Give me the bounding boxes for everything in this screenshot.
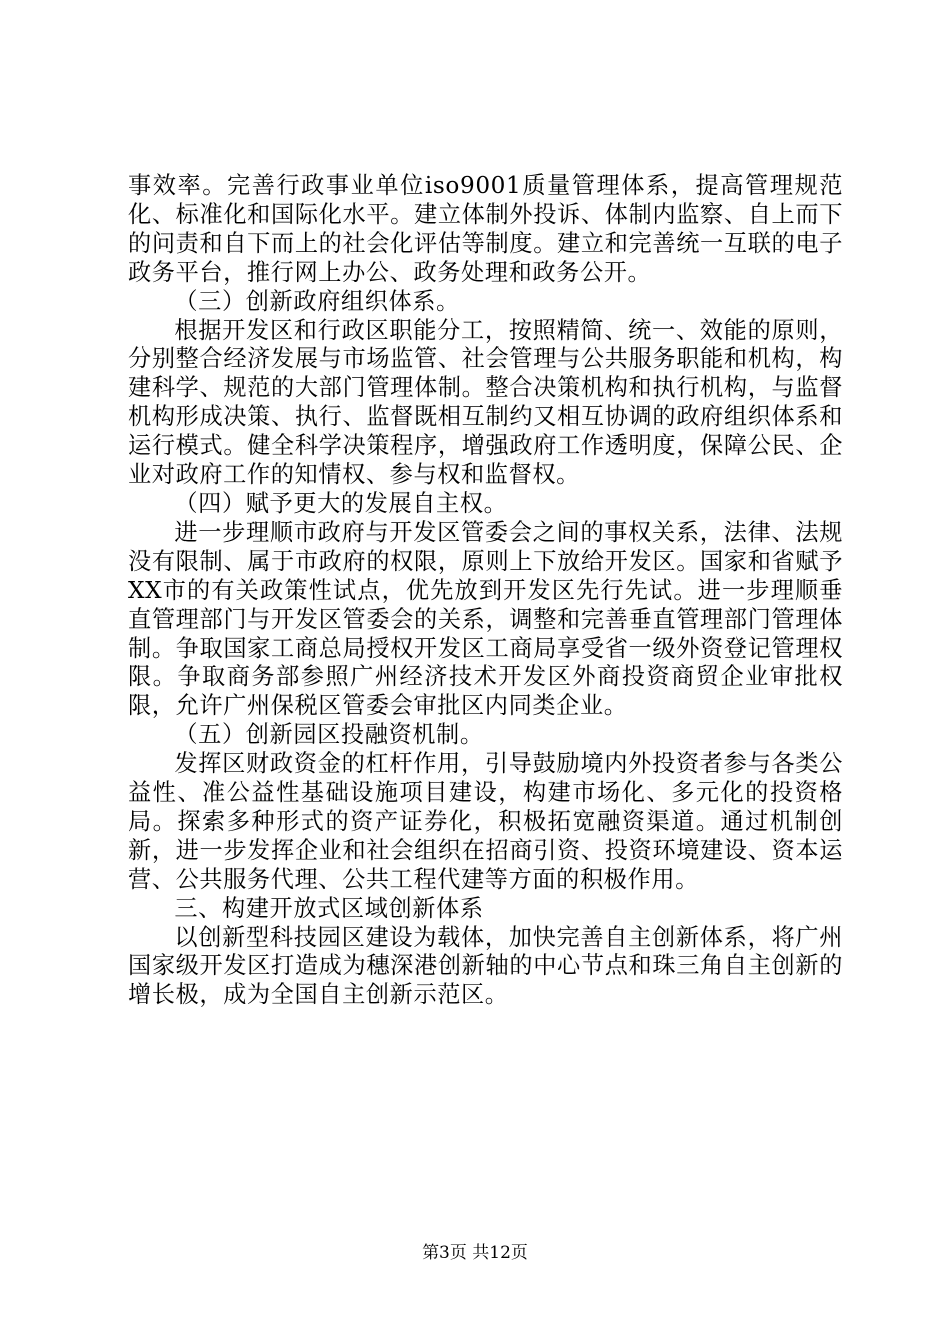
page-footer <box>0 1242 950 1264</box>
section-heading-3: （三）创新政府组织体系。 <box>174 287 460 315</box>
paragraph-organization: 根据开发区和行政区职能分工，按照精简、统一、效能的原则，分别整合经济发展与市场监管、社会管理与公共服务职能和机构，构建科学、规范的大部门管理体制。整合决策机构和执行机构，与监督机构形成决策、执行、监督既相互制约又相互协调的政府组织体系和运行模式。健全科学决策程序，增强政府工作透明度，保障公民、企业对政府工作的知情权、参与权和监督权。 <box>128 316 843 489</box>
paragraph-financing: 发挥区财政资金的杠杆作用，引导鼓励境内外投资者参与各类公益性、准公益性基础设施项目建设，构建市场化、多元化的投资格局。探索多种形式的资产证券化，积极拓宽融资渠道。通过机制创新，进一步发挥企业和社会组织在招商引资、投资环境建设、资本运营、公共服务代理、公共工程代建等方面的积极作用。 <box>128 750 843 893</box>
document-body <box>128 172 843 1010</box>
paragraph-innovation: 以创新型科技园区建设为载体，加快完善自主创新体系，将广州国家级开发区打造成为穗深港创新轴的中心节点和珠三角自主创新的增长极，成为全国自主创新示范区。 <box>128 923 843 1009</box>
section-heading-5: （五）创新园区投融资机制。 <box>174 721 484 749</box>
section-heading-4: （四）赋予更大的发展自主权。 <box>174 489 508 517</box>
paragraph-autonomy: 进一步理顺市政府与开发区管委会之间的事权关系，法律、法规没有限制、属于市政府的权限，原则上下放给开发区。国家和省赋予XX市的有关政策性试点，优先放到开发区先行先试。进一步理顺垂直管理部门与开发区管委会的关系，调整和完善垂直管理部门管理体制。争取国家工商总局授权开发区工商局享受省一级外资登记管理权限。争取商务部参照广州经济技术开发区外商投资商贸企业审批权限，允许广州保税区管委会审批区内同类企业。 <box>128 518 843 720</box>
chapter-heading-3: 三、构建开放式区域创新体系 <box>174 894 484 922</box>
page-number-label: 第3页 共12页 <box>422 1243 528 1263</box>
paragraph-efficiency: 事效率。完善行政事业单位iso9001质量管理体系，提高管理规范化、标准化和国际化水平。建立体制外投诉、体制内监察、自上而下的问责和自下而上的社会化评估等制度。建立和完善统一互联的电子政务平台，推行网上办公、政务处理和政务公开。 <box>128 172 843 286</box>
